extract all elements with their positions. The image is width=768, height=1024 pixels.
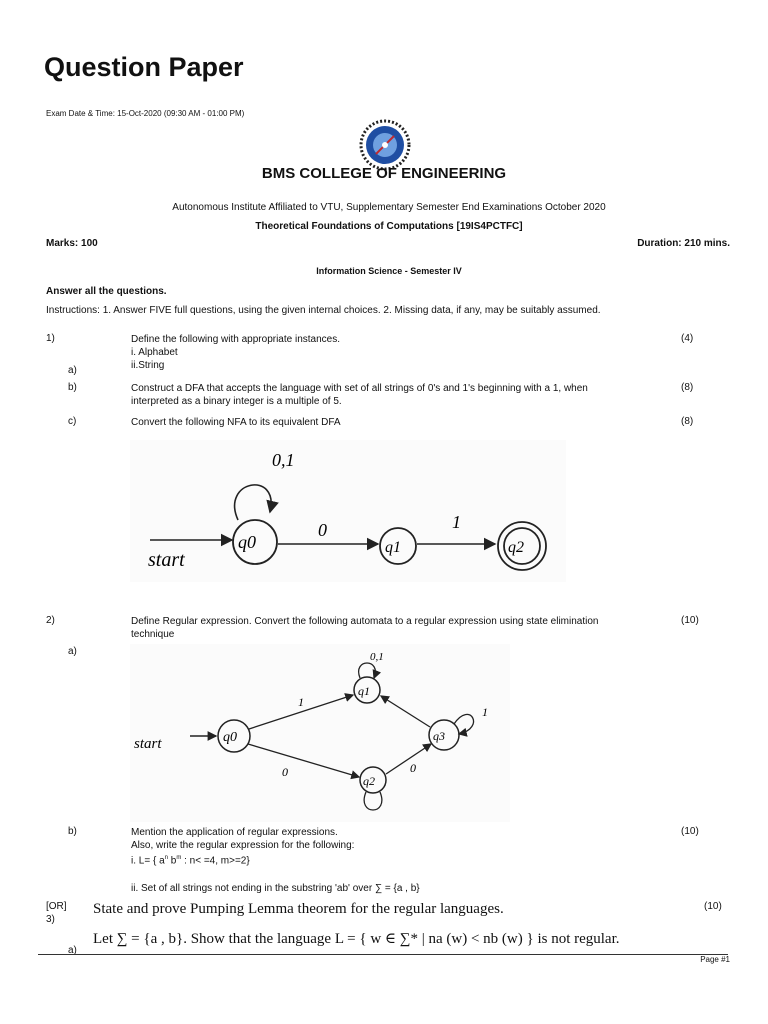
state-label: q2 <box>363 774 375 788</box>
subquestion-label: c) <box>68 416 77 427</box>
superscript: n <box>164 855 168 861</box>
question-marks: (10) <box>704 901 722 912</box>
question-number: 3) <box>46 914 55 925</box>
superscript: m <box>176 855 182 861</box>
college-name: BMS COLLEGE OF ENGINEERING <box>261 165 507 182</box>
question-text <box>131 382 671 408</box>
question-text <box>131 333 671 372</box>
answer-all-note: Answer all the questions. <box>46 286 167 297</box>
or-marker: [OR] <box>46 901 67 912</box>
instructions: Instructions: 1. Answer FIVE full questions, using the given internal choices. 2. Missing data, if any, may be suitably assumed. <box>46 305 601 316</box>
edge-q3-q1 <box>381 696 430 727</box>
question-marks: (10) <box>681 826 699 837</box>
loop-edge <box>454 714 474 734</box>
loop-label: 0,1 <box>272 450 295 470</box>
question-line: technique <box>131 629 175 640</box>
subquestion-label: a) <box>68 365 77 376</box>
start-label: start <box>134 736 162 752</box>
state-label: q3 <box>433 729 445 743</box>
text-fragment: b <box>167 855 177 867</box>
state-label: q1 <box>385 539 401 556</box>
question-marks: (8) <box>681 382 694 393</box>
exam-duration: Duration: 210 mins. <box>637 238 730 249</box>
subquestion-label: b) <box>68 826 77 837</box>
question-number: 1) <box>46 333 55 344</box>
affiliation: Autonomous Institute Affiliated to VTU, Supplementary Semester End Examinations October 2020 <box>172 202 606 213</box>
subquestion-label: b) <box>68 382 77 393</box>
question-line: Define the following with appropriate instances. <box>131 334 341 345</box>
nfa-diagram <box>130 440 566 582</box>
question-line: Also, write the regular expression for the following: <box>131 840 355 851</box>
state-label: q2 <box>508 539 524 556</box>
edge-label: 0 <box>410 761 416 775</box>
footer-divider <box>38 954 728 955</box>
state-label: q0 <box>238 532 256 552</box>
question-text: Convert the following NFA to its equivalent DFA <box>131 417 341 428</box>
question-line: ii. Set of all strings not ending in the substring 'ab' over ∑ = {a , b} <box>131 883 420 894</box>
edge-label: 1 <box>452 512 461 532</box>
edge-q0-q2 <box>248 744 359 777</box>
page-title: Question Paper <box>44 52 244 82</box>
loop-edge <box>359 663 376 678</box>
question-text: State and prove Pumping Lemma theorem for the regular languages. <box>93 901 504 917</box>
text-fragment: i. L= { a <box>131 855 165 867</box>
question-marks: (10) <box>681 615 699 626</box>
page-number: Page #1 <box>700 955 730 964</box>
question-line <box>131 852 671 867</box>
start-label: start <box>148 549 185 571</box>
state-label: q0 <box>223 730 237 745</box>
subquestion-label: a) <box>68 646 77 657</box>
question-line: i. Alphabet <box>131 347 178 358</box>
total-marks: Marks: 100 <box>46 238 98 249</box>
automaton-diagram <box>130 644 510 822</box>
subquestion-label: a) <box>68 945 77 956</box>
loop-label: 1 <box>482 705 488 719</box>
question-text: Let ∑ = {a , b}. Show that the language L = { w ∈ ∑* | na (w) < nb (w) } is not regular. <box>93 931 620 947</box>
text-fragment: : n< =4, m>=2} <box>181 855 250 867</box>
loop-label: 0,1 <box>370 651 384 663</box>
edge-label: 1 <box>298 695 304 709</box>
edge-q2-q3 <box>386 744 431 774</box>
question-marks: (8) <box>681 416 694 427</box>
loop-edge <box>235 485 272 520</box>
question-line: Define Regular expression. Convert the following automata to a regular expression using state elimination <box>131 616 599 627</box>
semester: Information Science - Semester IV <box>316 266 462 276</box>
question-number: 2) <box>46 615 55 626</box>
question-text <box>131 826 671 867</box>
loop-edge <box>364 792 382 810</box>
question-line: Construct a DFA that accepts the language with set of all strings of 0's and 1's beginning with a 1, when <box>131 383 588 394</box>
question-line: interpreted as a binary integer is a multiple of 5. <box>131 396 342 407</box>
question-marks: (4) <box>681 333 694 344</box>
edge-label: 0 <box>318 520 327 540</box>
question-text <box>131 615 671 641</box>
question-line: ii.String <box>131 360 165 371</box>
college-emblem-icon <box>358 118 412 172</box>
question-line: Mention the application of regular expressions. <box>131 827 338 838</box>
exam-date: Exam Date & Time: 15-Oct-2020 (09:30 AM - 01:00 PM) <box>46 109 245 118</box>
state-label: q1 <box>358 684 370 698</box>
course-title: Theoretical Foundations of Computations [19IS4PCTFC] <box>255 221 523 232</box>
edge-label: 0 <box>282 765 288 779</box>
